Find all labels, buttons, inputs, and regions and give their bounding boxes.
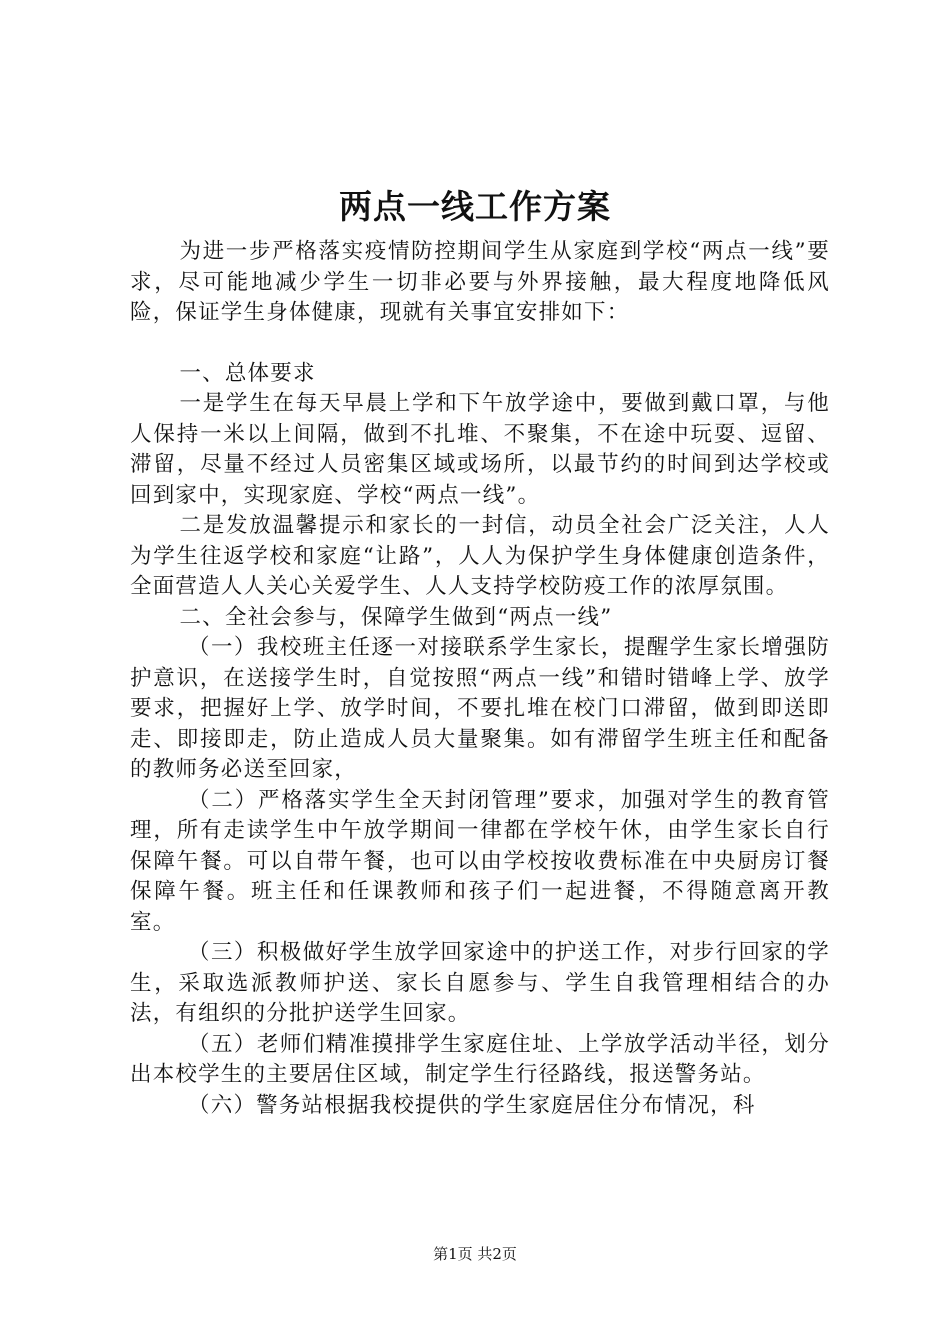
paragraph-item-6: （六）警务站根据我校提供的学生家庭居住分布情况，科 — [188, 1092, 756, 1118]
paragraph-requirement-one: 一是学生在每天早晨上学和下午放学途中，要做到戴口罩，与他人保持一米以上间隔，做到不扎堆、不聚集，不在途中玩耍、逗留、滞留，尽量不经过人员密集区域或场所，以最节约的时间到达学校或回到家中，实现家庭、学校“两点一线”。 — [130, 391, 830, 508]
document-body — [130, 237, 830, 1121]
section-heading-society-participation: 二、全社会参与，保障学生做到“两点一线” — [179, 604, 613, 630]
section-heading-general-requirements: 一、总体要求 — [179, 360, 316, 386]
paragraph-item-5: （五）老师们精准摸排学生家庭住址、上学放学活动半径，划分出本校学生的主要居住区域，制定学生行径路线，报送警务站。 — [130, 1031, 830, 1087]
paragraph-item-1: （一）我校班主任逐一对接联系学生家长，提醒学生家长增强防护意识，在送接学生时，自觉按照“两点一线”和错时错峰上学、放学要求，把握好上学、放学时间，不要扎堆在校门口滞留，做到即送即走、即接即走，防止造成人员大量聚集。如有滞留学生班主任和配备的教师务必送至回家， — [130, 635, 830, 782]
intro-paragraph: 为进一步严格落实疫情防控期间学生从家庭到学校“两点一线”要求，尽可能地减少学生一切非必要与外界接触，最大程度地降低风险，保证学生身体健康，现就有关事宜安排如下： — [130, 239, 830, 325]
paragraph-requirement-two: 二是发放温馨提示和家长的一封信，动员全社会广泛关注，人人为学生往返学校和家庭“让路”，人人为保护学生身体健康创造条件，全面营造人人关心关爱学生、人人支持学校防疫工作的浓厚氛围。 — [130, 513, 830, 599]
paragraph-item-3: （三）积极做好学生放学回家途中的护送工作，对步行回家的学生，采取选派教师护送、家长自愿参与、学生自我管理相结合的办法，有组织的分批护送学生回家。 — [130, 940, 830, 1026]
paragraph-item-2: （二）严格落实学生全天封闭管理”要求，加强对学生的教育管理，所有走读学生中午放学期间一律都在学校午休，由学生家长自行保障午餐。可以自带午餐，也可以由学校按收费标准在中央厨房订餐保障午餐。班主任和任课教师和孩子们一起进餐，不得随意离开教室。 — [130, 787, 830, 935]
document-title: 两点一线工作方案 — [339, 187, 611, 226]
page-footer: 第1页 共2页 — [433, 1245, 517, 1263]
